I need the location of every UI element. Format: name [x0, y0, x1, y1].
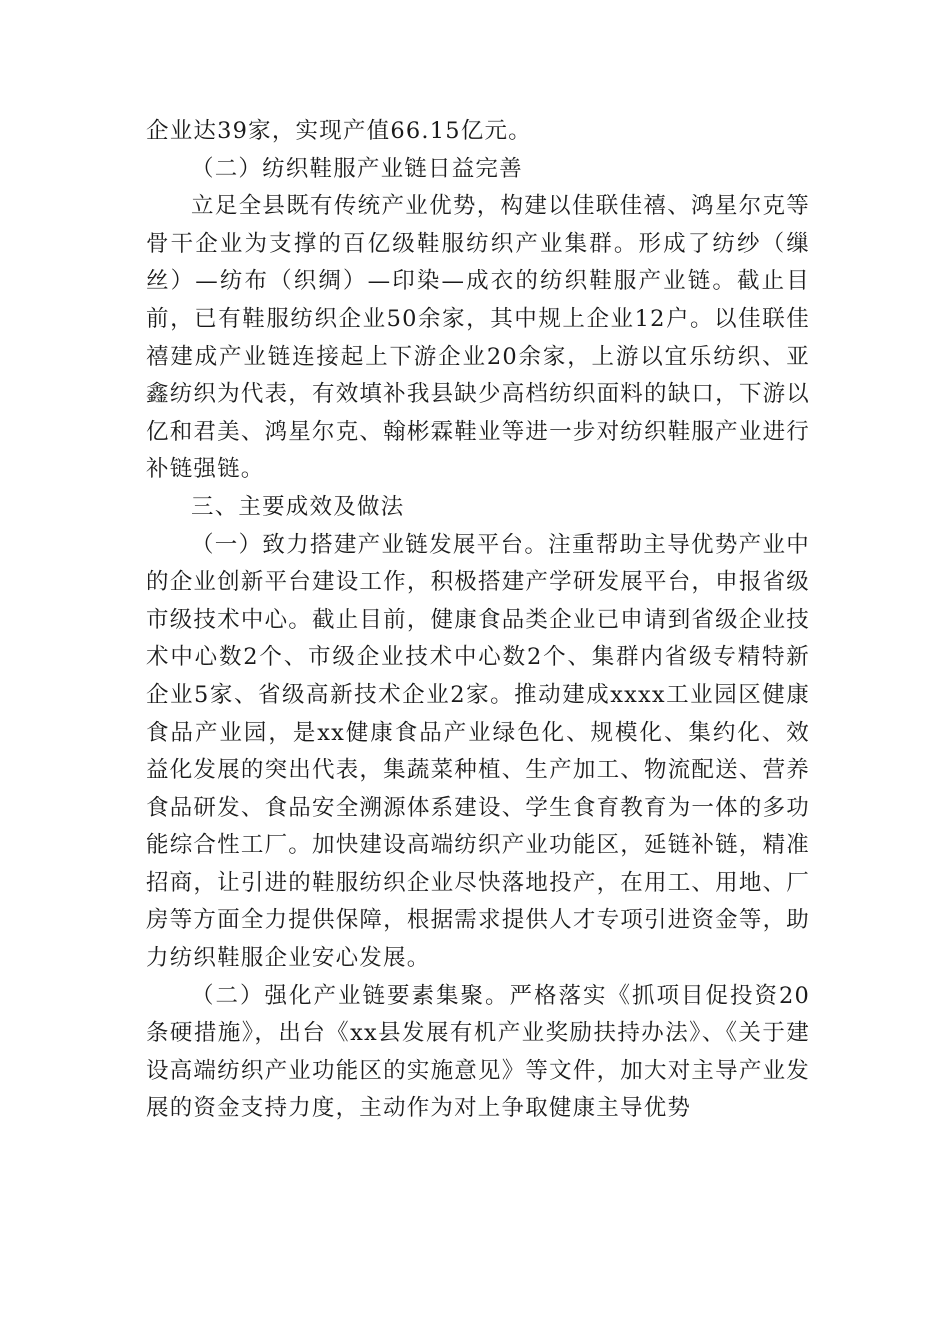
section-heading-results: 三、主要成效及做法 — [191, 493, 405, 520]
paragraph-platform: （一）致力搭建产业链发展平台。注重帮助主导优势产业中的企业创新平台建设工作，积极搭建产学研发展平台，申报省级市级技术中心。截止目前，健康食品类企业已申请到省级企业技术中心数2个、市级企业技术中心数2个、集群内省级专精特新企业5家、省级高新技术企业2家。推动建成xxxx工业园区健康食品产业园，是xx健康食品产业绿色化、规模化、集约化、效益化发展的突出代表，集蔬菜种植、生产加工、物流配送、营养食品研发、食品安全溯源体系建设、学生食育教育为一体的多功能综合性工厂。加快建设高端纺织产业功能区，延链补链，精准招商，让引进的鞋服纺织企业尽快落地投产，在用工、用地、厂房等方面全力提供保障，根据需求提供人才专项引进资金等，助力纺织鞋服企业安心发展。 — [146, 531, 810, 972]
paragraph-textile-chain: 立足全县既有传统产业优势，构建以佳联佳禧、鸿星尔克等骨干企业为支撑的百亿级鞋服纺织产业集群。形成了纺纱（缫丝）—纺布（织绸）—印染—成衣的纺织鞋服产业链。截止目前，已有鞋服纺织企业50余家，其中规上企业12户。以佳联佳禧建成产业链连接起上下游企业20余家，上游以宜乐纺织、亚鑫纺织为代表，有效填补我县缺少高档纺织面料的缺口，下游以亿和君美、鸿星尔克、翰彬霖鞋业等进一步对纺织鞋服产业进行补链强链。 — [146, 193, 810, 483]
paragraph-continuation: 企业达39家，实现产值66.15亿元。 — [146, 118, 532, 144]
paragraph-factors: （二）强化产业链要素集聚。严格落实《抓项目促投资20条硬措施》，出台《xx县发展有机产业奖励扶持办法》、《关于建设高端纺织产业功能区的实施意见》等文件，加大对主导产业发展的资金支持力度，主动作为对上争取健康主导优势 — [146, 982, 810, 1122]
section-heading-textile: （二）纺织鞋服产业链日益完善 — [191, 155, 523, 182]
document-body — [146, 113, 810, 1128]
